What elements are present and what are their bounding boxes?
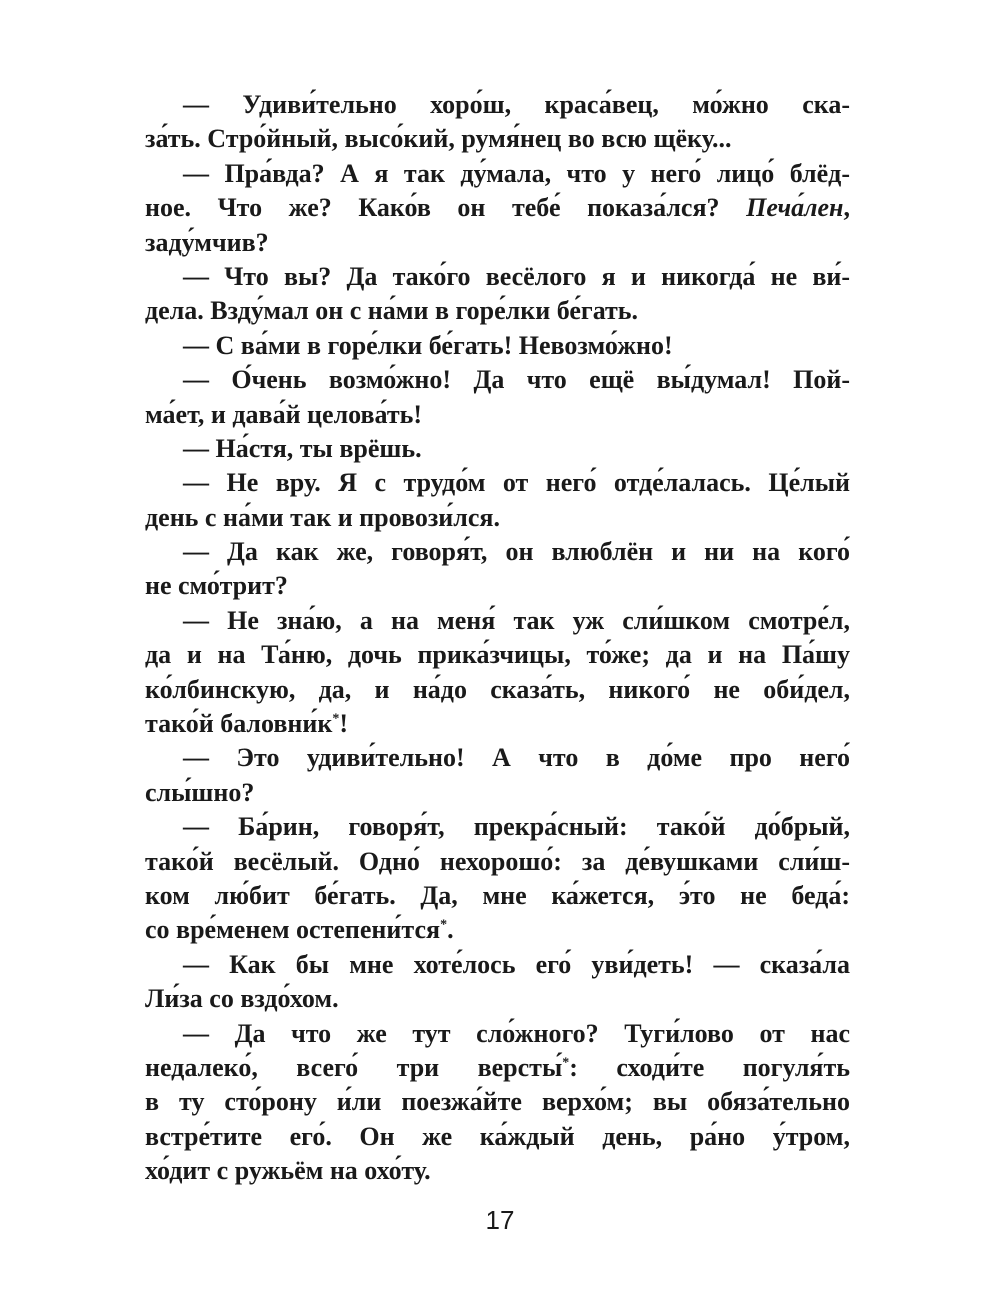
line-text: встре́тите его́. Он же ка́ждый день, ра́но у́тром,	[145, 1121, 850, 1151]
line-text: ко́лбинскую, да, и на́до сказа́ть, никого́ не оби́дел,	[145, 674, 850, 704]
text-line	[145, 1085, 850, 1119]
text-line	[145, 329, 850, 363]
line-text: — Как бы мне хоте́лось его́ уви́деть! — сказа́ла	[183, 949, 850, 979]
line-text: тако́й баловни́к	[145, 709, 333, 739]
text-line	[145, 1154, 850, 1188]
line-text: — Ба́рин, говоря́т, прекра́сный: тако́й до́брый,	[183, 812, 850, 842]
text-line	[145, 226, 850, 260]
line-text: Ли́за со вздо́хом.	[145, 984, 339, 1014]
text-line	[145, 948, 850, 982]
page-number: 17	[485, 1205, 515, 1235]
italic-word: Печа́лен	[746, 193, 844, 223]
line-text: — Пра́вда? А я так ду́мала, что у него́ лицо́ блёд-	[183, 158, 850, 188]
footnote-marker: *	[332, 711, 340, 727]
line-text-tail: !	[339, 709, 349, 739]
text-line	[145, 88, 850, 122]
line-text: в ту сто́рону и́ли поезжа́йте верхо́м; вы обяза́тельно	[145, 1087, 850, 1117]
text-line	[145, 638, 850, 672]
line-text: заду́мчив?	[145, 227, 269, 257]
text-line	[145, 776, 850, 810]
line-text: ком лю́бит бе́гать. Да, мне ка́жется, э́то не беда́:	[145, 880, 850, 910]
text-line	[145, 501, 850, 535]
line-text: — Удиви́тельно хоро́ш, краса́вец, мо́жно ска-	[183, 90, 850, 119]
text-line	[145, 604, 850, 638]
text-line	[145, 982, 850, 1016]
line-text-tail: ,	[843, 193, 850, 223]
text-line	[145, 122, 850, 156]
text-line	[145, 1120, 850, 1154]
line-text: не смо́трит?	[145, 571, 288, 601]
line-text: со вре́менем остепени́тся	[145, 915, 441, 945]
text-line	[145, 191, 850, 225]
line-text: недалеко́, всего́ три версты́	[145, 1052, 563, 1082]
text-line	[145, 741, 850, 775]
line-text: слы́шно?	[145, 777, 255, 807]
text-line	[145, 157, 850, 191]
line-text: день с на́ми так и провози́лся.	[145, 502, 500, 532]
line-text: ма́ет, и дава́й целова́ть!	[145, 399, 423, 429]
text-line	[145, 1017, 850, 1051]
line-text: да и на Та́ню, дочь прика́зчицы, то́же; да и на Па́шу	[145, 640, 850, 670]
line-text: за́ть. Стро́йный, высо́кий, румя́нец во всю щёку...	[145, 124, 732, 154]
footnote-marker: *	[562, 1055, 570, 1071]
text-line	[145, 879, 850, 913]
line-text: дела. Взду́мал он с на́ми в горе́лки бе́гать.	[145, 296, 639, 326]
text-line	[145, 845, 850, 879]
text-line	[145, 294, 850, 328]
footnote-marker: *	[440, 917, 448, 933]
text-line	[145, 913, 850, 947]
line-text: — Да как же, говоря́т, он влюблён и ни на кого́	[183, 537, 850, 567]
line-text: — Не вру. Я с трудо́м от него́ отде́лалась. Це́лый	[183, 468, 850, 498]
text-line	[145, 363, 850, 397]
page-body-text	[145, 88, 850, 1189]
line-text: тако́й весёлый. Одно́ нехорошо́: за де́вушками сли́ш-	[145, 846, 850, 876]
text-line	[145, 432, 850, 466]
line-text: — О́чень возмо́жно! Да что ещё вы́думал! Пой-	[183, 365, 850, 395]
text-line	[145, 1051, 850, 1085]
line-text: хо́дит с ружьём на охо́ту.	[145, 1156, 431, 1186]
text-line	[145, 673, 850, 707]
line-text: — С ва́ми в горе́лки бе́гать! Невозмо́жно!	[183, 330, 673, 360]
line-text: — Не зна́ю, а на меня́ так уж сли́шком смотре́л,	[183, 605, 850, 635]
text-line	[145, 707, 850, 741]
text-line	[145, 260, 850, 294]
line-text: — Это удиви́тельно! А что в до́ме про него́	[183, 743, 850, 773]
line-text-tail: : сходи́те погуля́ть	[569, 1052, 851, 1082]
line-text: — На́стя, ты врёшь.	[183, 433, 422, 463]
text-line	[145, 810, 850, 844]
line-text: — Что вы? Да тако́го весёлого я и никогда́ не ви́-	[183, 261, 850, 291]
line-text: ное. Что же? Како́в он тебе́ показа́лся?	[145, 193, 747, 223]
line-text: — Да что же тут сло́жного? Туги́лово от нас	[183, 1018, 850, 1048]
text-line	[145, 535, 850, 569]
text-line	[145, 569, 850, 603]
text-line	[145, 466, 850, 500]
line-text-tail: .	[447, 915, 454, 945]
text-line	[145, 398, 850, 432]
